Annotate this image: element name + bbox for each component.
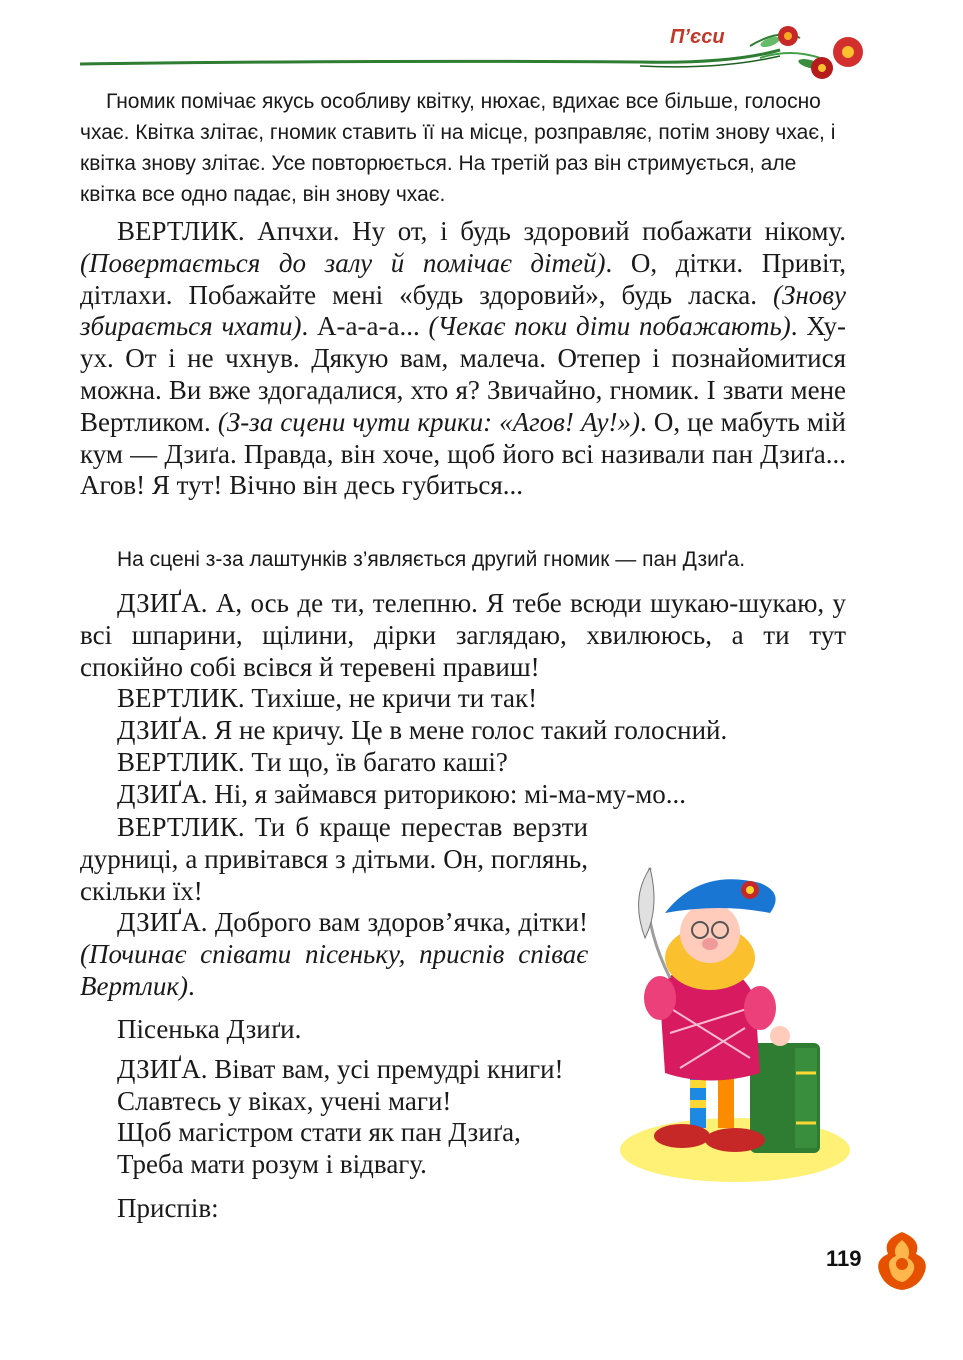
stage-remark: (Чекає поки діти побажають) [428, 311, 791, 342]
dialogue-text: . О, це мабуть мій кум — Дзиґа. Правда, він хоче, щоб його всі називали пан Дзиґа... Агов! Я тут! Вічно він десь губиться... [80, 406, 846, 501]
refrain-label: Приспів: [117, 1192, 219, 1223]
vertlyk-line: ВЕРТЛИК. Ти що, їв багато каші? [117, 746, 508, 777]
dzyga-line: ДЗИҐА. А, ось де ти, телепню. Я тебе всюди шукаю-шукаю, у всі шпарини, щілини, дірки заглядаю, хвилююсь, а ти тут спокійно собі всівся й теревені правиш! [80, 588, 846, 682]
dialogue-text: . А-а-а-а... [301, 311, 429, 342]
flowers-icon [740, 18, 880, 88]
stage-remark: (Знову збирається чхати) [80, 279, 846, 342]
dialogue-text: . Ху-ух. От і не чхнув. Дякую вам, малеча. Отепер і познайомитися можна. Ви вже здогадалися, хто я? Звичайно, гномик. І звати мене Вертликом. [80, 311, 846, 437]
stage-direction-2 [80, 544, 850, 575]
intro-text: Гномик помічає якусь особливу квітку, нюхає, вдихає все більше, голосно чхає. Квітка злітає, гномик ставить її на місце, розправляє, потім знову чхає, і квітка знову злітає. Усе повторюється. На третій раз він стримується, але квітка все одно падає, він знову чхає. [80, 90, 836, 206]
dialogue-block-3 [80, 812, 588, 1003]
song-line: Треба мати розум і відвагу. [117, 1149, 427, 1180]
dialogue-block-1 [80, 216, 846, 502]
song-line: Славтесь у віках, учені маги! [117, 1085, 452, 1116]
ornament-icon [872, 1230, 932, 1292]
punctuation: . [188, 970, 195, 1001]
dialogue-text: ВЕРТЛИК. Апчхи. Ну от, і будь здоровий побажати нікому. [117, 216, 846, 246]
dzyga-line: ДЗИҐА. Ні, я займався риторикою: мі-ма-му-мо... [117, 778, 687, 809]
song-title: Пісенька Дзиґи. [117, 1014, 302, 1044]
song-block [80, 1014, 640, 1225]
gnome-illustration [610, 858, 850, 1188]
dialogue-text: . О, дітки. Привіт, дітлахи. Побажайте мені «будь здоровий», будь ласка. [80, 247, 847, 310]
vertlyk-line: ВЕРТЛИК. Тихіше, не кричи ти так! [117, 683, 538, 714]
stage-remark: (Починає співати пісеньку, приспів співає Вертлик) [80, 939, 588, 1001]
page-number: 119 [826, 1246, 862, 1271]
song-line: Щоб магістром стати як пан Дзиґа, [117, 1117, 521, 1148]
stage-direction-intro [80, 86, 850, 210]
vertlyk-monologue [80, 216, 846, 502]
vertlyk-line: ВЕРТЛИК. Ти б краще перестав верзти дурниці, а привітався з дітьми. Он, поглянь, скільки їх! [80, 812, 588, 906]
stage-remark: (З-за сцени чути крики: «Агов! Ау!») [217, 406, 641, 437]
dialogue-block-2 [80, 588, 846, 811]
dzyga-line [80, 907, 588, 1002]
section-title: П’єси [670, 26, 725, 48]
dzyga-line: ДЗИҐА. Я не кричу. Це в мене голос такий голосний. [117, 715, 728, 746]
dialogue-text: ДЗИҐА. Доброго вам здоров’ячка, дітки! [117, 907, 588, 938]
stage-remark: (Повертається до залу й помічає дітей) [80, 247, 606, 278]
stage2-text: На сцені з-за лаштунків з’являється другий гномик — пан Дзиґа. [117, 548, 746, 571]
song-line: ДЗИҐА. Віват вам, усі премудрі книги! [117, 1053, 564, 1084]
